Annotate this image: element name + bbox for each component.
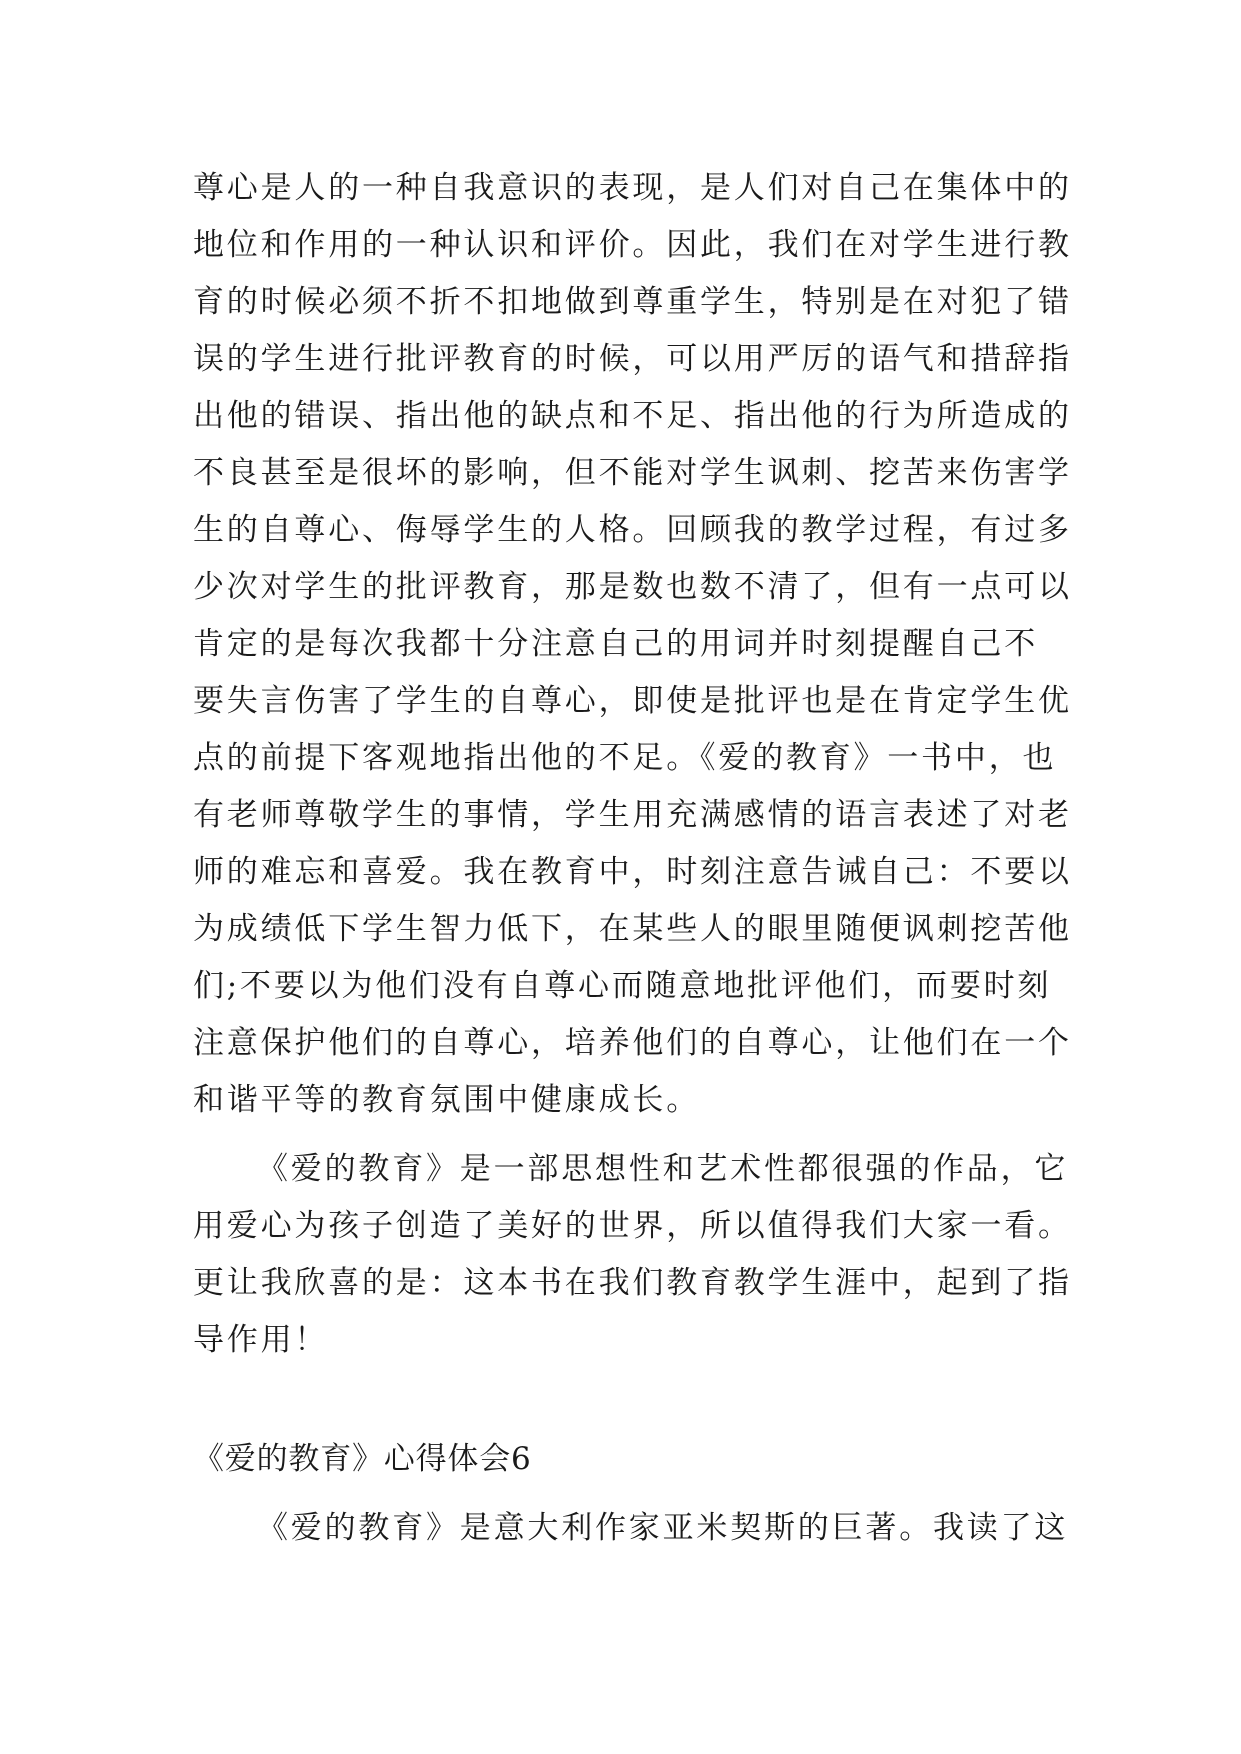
paragraph-line: 更让我欣喜的是：这本书在我们教育教学生涯中，起到了指 <box>193 1265 1072 1301</box>
paragraph-line: 为成绩低下学生智力低下，在某些人的眼里随便讽刺挖苦他 <box>193 911 1072 947</box>
paragraph-line: 用爱心为孩子创造了美好的世界，所以值得我们大家一看。 <box>193 1208 1072 1244</box>
paragraph-line: 们;不要以为他们没有自尊心而随意地批评他们，而要时刻 <box>193 968 1052 1004</box>
paragraph-line: 《爱的教育》是意大利作家亚米契斯的巨著。我读了这 <box>257 1510 1069 1546</box>
paragraph-line: 要失言伤害了学生的自尊心，即使是批评也是在肯定学生优 <box>193 683 1072 719</box>
paragraph-line: 不良甚至是很坏的影响，但不能对学生讽刺、挖苦来伤害学 <box>193 455 1072 491</box>
paragraph-line: 点的前提下客观地指出他的不足。《爱的教育》一书中，也 <box>193 740 1057 776</box>
paragraph-line: 地位和作用的一种认识和评价。因此，我们在对学生进行教 <box>193 227 1072 263</box>
paragraph-line: 《爱的教育》是一部思想性和艺术性都很强的作品，它 <box>257 1151 1069 1187</box>
paragraph-line: 注意保护他们的自尊心，培养他们的自尊心，让他们在一个 <box>193 1025 1072 1061</box>
section-heading: 《爱的教育》心得体会6 <box>193 1441 532 1477</box>
paragraph-line: 尊心是人的一种自我意识的表现，是人们对自己在集体中的 <box>193 170 1072 206</box>
paragraph-line: 和谐平等的教育氛围中健康成长。 <box>193 1082 700 1118</box>
paragraph-line: 导作用！ <box>193 1322 329 1358</box>
paragraph-line: 少次对学生的批评教育，那是数也数不清了，但有一点可以 <box>193 569 1072 605</box>
paragraph-line: 误的学生进行批评教育的时候，可以用严厉的语气和措辞指 <box>193 341 1072 377</box>
paragraph-line: 育的时候必须不折不扣地做到尊重学生，特别是在对犯了错 <box>193 284 1072 320</box>
paragraph-line: 肯定的是每次我都十分注意自己的用词并时刻提醒自己不 <box>193 626 1038 662</box>
paragraph-line: 师的难忘和喜爱。我在教育中，时刻注意告诫自己：不要以 <box>193 854 1072 890</box>
paragraph-line: 生的自尊心、侮辱学生的人格。回顾我的教学过程，有过多 <box>193 512 1072 548</box>
paragraph-line: 有老师尊敬学生的事情，学生用充满感情的语言表述了对老 <box>193 797 1072 833</box>
paragraph-line: 出他的错误、指出他的缺点和不足、指出他的行为所造成的 <box>193 398 1072 434</box>
